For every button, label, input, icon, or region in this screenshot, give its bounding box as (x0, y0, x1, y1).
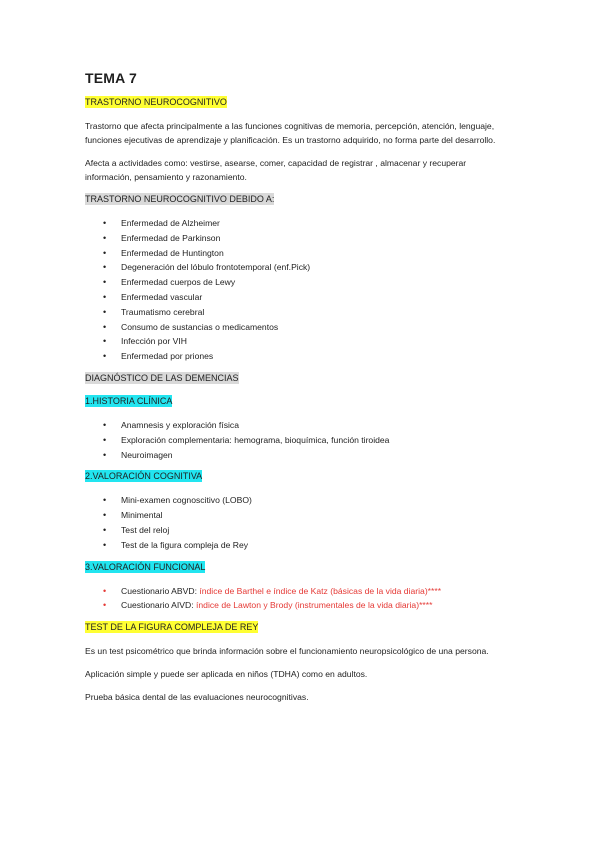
list-item: • Degeneración del lóbulo frontotemporal (enf.Pick) (85, 260, 515, 275)
historia-list (85, 418, 515, 462)
section-heading-debido (85, 193, 515, 206)
bullet-icon: • (103, 336, 107, 347)
bullet-icon: • (103, 321, 107, 332)
highlighted-heading-text: 1.HISTORIA CLÍNICA (85, 395, 173, 406)
page-title: TEMA 7 (85, 70, 138, 86)
document-page (85, 70, 515, 713)
list-item: • Mini-examen cognoscitivo (LOBO) (85, 493, 515, 508)
highlighted-heading-text: TRASTORNO NEUROCOGNITIVO (85, 97, 227, 107)
list-item: • Exploración complementaria: hemograma, bioquímica, función tiroidea (85, 433, 515, 448)
section-heading-diagnostico (85, 372, 515, 385)
bullet-icon: • (103, 449, 107, 460)
section-heading-trastorno (85, 96, 515, 109)
causes-list (85, 216, 515, 364)
section-heading-funcional (85, 561, 515, 574)
bullet-icon: • (103, 539, 107, 550)
bullet-icon: • (103, 218, 107, 228)
list-item: • Enfermedad por priones (85, 349, 515, 364)
red-bullet-icon: • (103, 585, 107, 596)
list-item: • Test del reloj (85, 523, 515, 538)
bullet-icon: • (103, 434, 107, 445)
list-item: • Traumatismo cerebral (85, 305, 515, 320)
bullet-icon: • (103, 419, 107, 430)
bullet-icon: • (103, 247, 107, 258)
red-bullet-icon: • (103, 600, 107, 611)
bullet-icon: • (103, 510, 107, 521)
list-item: • Anamnesis y exploración física (85, 418, 515, 433)
list-item: • Test de la figura compleja de Rey (85, 538, 515, 553)
list-item: • Cuestionario ABVD: índice de Barthel e índice de Katz (básicas de la vida diaria)**** (85, 584, 515, 599)
highlighted-heading-text: 2.VALORACIÓN COGNITIVA (85, 471, 203, 482)
list-item: • Enfermedad cuerpos de Lewy (85, 275, 515, 290)
funcional-list (85, 584, 515, 614)
list-item: • Enfermedad de Parkinson (85, 231, 515, 246)
paragraph-rey-application: Aplicación simple y puede ser aplicada en niños (TDHA) como en adultos. (85, 669, 368, 680)
highlighted-heading-text: 3.VALORACIÓN FUNCIONAL (85, 561, 206, 572)
bullet-icon: • (103, 277, 107, 288)
bullet-icon: • (103, 495, 107, 506)
cognitiva-list (85, 493, 515, 552)
section-heading-cognitiva (85, 470, 515, 483)
list-item: • Enfermedad de Alzheimer (85, 216, 515, 231)
bullet-icon: • (103, 262, 107, 273)
highlighted-heading-text: TRASTORNO NEUROCOGNITIVO DEBIDO A: (85, 194, 275, 204)
list-item: • Enfermedad de Huntington (85, 246, 515, 261)
bullet-icon: • (103, 232, 107, 243)
paragraph-definition: Trastorno que afecta principalmente a las funciones cognitivas de memoria, percepción, atención, lenguaje, funciones ejecutivas de aprendizaje y planificación. Es un trastorno adquirido, no forma parte del desarrollo. (85, 121, 496, 145)
bullet-icon: • (103, 351, 107, 362)
paragraph-rey-description: Es un test psicométrico que brinda información sobre el funcionamiento neuropsicológico de una persona. (85, 646, 489, 657)
paragraph-affects: Afecta a actividades como: vestirse, asearse, comer, capacidad de registrar , almacenar y recuperar información, pensamiento y razonamiento. (85, 158, 467, 182)
list-item: • Consumo de sustancias o medicamentos (85, 320, 515, 335)
bullet-icon: • (103, 306, 107, 317)
section-heading-historia (85, 395, 515, 408)
red-index-text: índice de Barthel e índice de Katz (básicas de la vida diaria)**** (199, 585, 442, 596)
list-item: • Neuroimagen (85, 448, 515, 463)
bullet-icon: • (103, 291, 107, 302)
list-item: • Infección por VIH (85, 334, 515, 349)
list-item: • Minimental (85, 508, 515, 523)
list-item: • Enfermedad vascular (85, 290, 515, 305)
bullet-icon: • (103, 524, 107, 535)
section-heading-rey (85, 621, 515, 634)
paragraph-rey-basic: Prueba básica dental de las evaluaciones neurocognitivas. (85, 692, 309, 703)
highlighted-heading-text: DIAGNÓSTICO DE LAS DEMENCIAS (85, 372, 239, 383)
list-item: • Cuestionario AIVD: índice de Lawton y Brody (instrumentales de la vida diaria)**** (85, 598, 515, 613)
red-index-text: índice de Lawton y Brody (instrumentales de la vida diaria)**** (196, 600, 433, 611)
highlighted-heading-text: TEST DE LA FIGURA COMPLEJA DE REY (85, 622, 259, 633)
